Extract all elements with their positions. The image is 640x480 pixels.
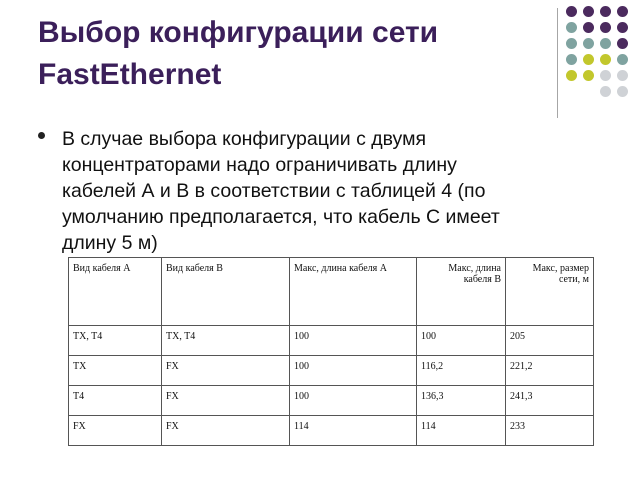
decorative-dot [566, 70, 577, 81]
table-cell: FX [162, 356, 290, 386]
decorative-dot [600, 22, 611, 33]
decorative-dot [617, 54, 628, 65]
decorative-dot [600, 54, 611, 65]
decorative-dot [583, 6, 594, 17]
header-max-network-size: Макс, размер сети, м [506, 258, 594, 326]
table-cell: 100 [290, 356, 417, 386]
cable-config-table [68, 257, 594, 446]
table-row [69, 356, 594, 386]
bullet-text-line: умолчанию предполагается, что кабель С имеет [62, 206, 500, 228]
slide-title [38, 12, 508, 96]
decorative-dot [617, 38, 628, 49]
table-row [69, 326, 594, 356]
table-row [69, 386, 594, 416]
table-cell: FX [162, 416, 290, 446]
bullet-text-line: кабелей А и В в соответствии с таблицей 4 (по [62, 180, 486, 202]
slide-title-line: Выбор конфигурации сети [38, 16, 439, 49]
bullet-text-line: длину 5 м) [62, 232, 158, 254]
header-cable-b-type: Вид кабеля В [162, 258, 290, 326]
decorative-dot [617, 6, 628, 17]
decorative-dot [600, 86, 611, 97]
table-cell: 205 [506, 326, 594, 356]
decorative-dot [583, 70, 594, 81]
table-cell: 136,3 [417, 386, 506, 416]
decorative-dot [600, 6, 611, 17]
decorative-dot [617, 22, 628, 33]
decorative-dot [600, 38, 611, 49]
decorative-dot [617, 70, 628, 81]
table-cell: 100 [290, 386, 417, 416]
decorative-dot [583, 22, 594, 33]
table-cell: 221,2 [506, 356, 594, 386]
decorative-divider-line [557, 8, 558, 118]
header-cable-a-type: Вид кабеля А [69, 258, 162, 326]
table-cell: 100 [417, 326, 506, 356]
table-cell: TX, T4 [162, 326, 290, 356]
table-cell: 114 [290, 416, 417, 446]
decorative-dot [617, 86, 628, 97]
table-row [69, 416, 594, 446]
bullet-text-line: В случае выбора конфигурации с двумя [62, 128, 427, 150]
bullet-text [62, 126, 562, 256]
table-cell: FX [69, 416, 162, 446]
decorative-dot [566, 54, 577, 65]
table-cell: 100 [290, 326, 417, 356]
table-cell: TX [69, 356, 162, 386]
table-cell: T4 [69, 386, 162, 416]
decorative-dot-grid [566, 6, 636, 106]
slide-title-line: FastEthernet [38, 58, 222, 91]
decorative-dot [566, 22, 577, 33]
decorative-dot [583, 38, 594, 49]
decorative-dot [583, 54, 594, 65]
header-max-length-a: Макс, длина кабеля А [290, 258, 417, 326]
table-cell: 241,3 [506, 386, 594, 416]
header-max-length-b: Макс, длина кабеля В [417, 258, 506, 326]
table-cell: 116,2 [417, 356, 506, 386]
decorative-dot [566, 38, 577, 49]
bullet-dot-icon [38, 132, 45, 139]
bullet-text-line: концентраторами надо ограничивать длину [62, 154, 457, 176]
decorative-dot [600, 70, 611, 81]
table-cell: 233 [506, 416, 594, 446]
table-cell: TX, T4 [69, 326, 162, 356]
table-header-row [69, 258, 594, 326]
table-cell: FX [162, 386, 290, 416]
table-cell: 114 [417, 416, 506, 446]
decorative-dot [566, 6, 577, 17]
